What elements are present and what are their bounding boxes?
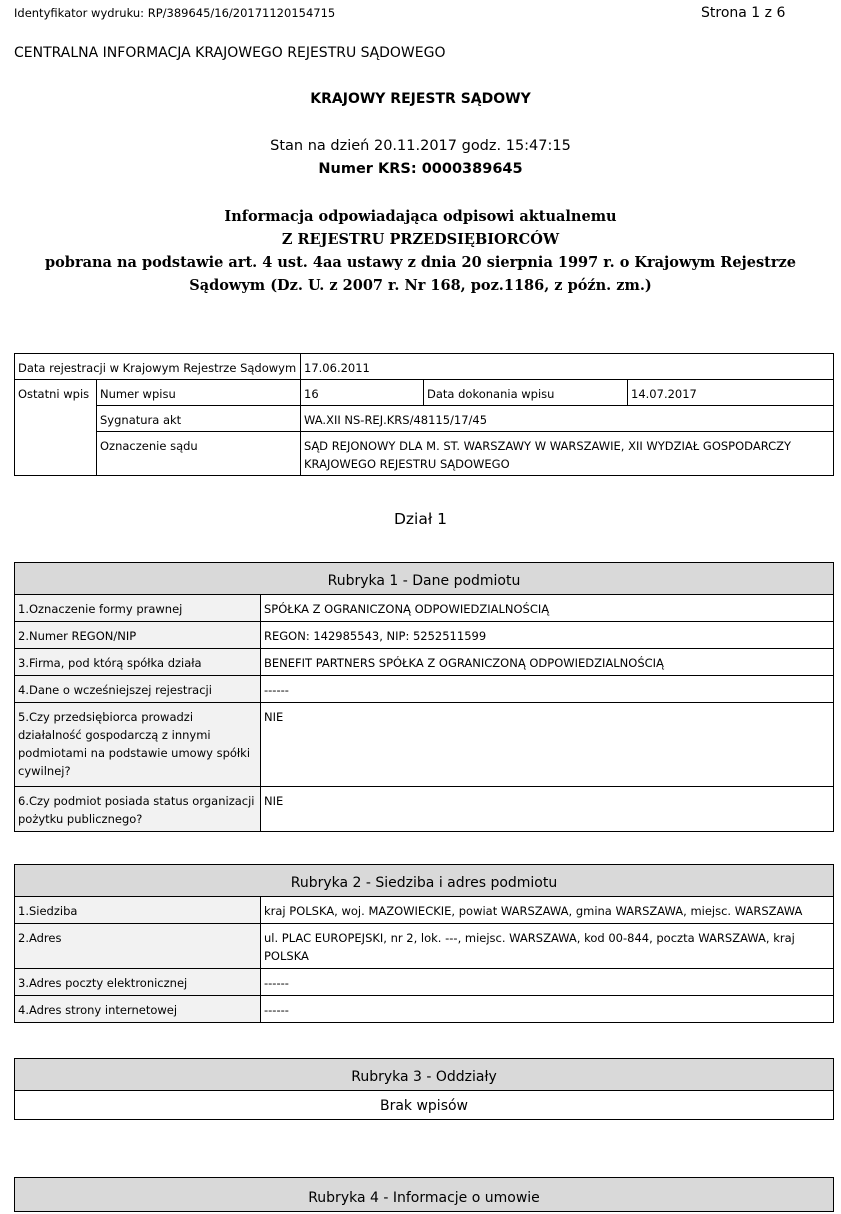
row-label: 1.Oznaczenie formy prawnej <box>15 595 261 622</box>
central-information-heading: CENTRALNA INFORMACJA KRAJOWEGO REJESTRU SĄDOWEGO <box>14 45 446 61</box>
row-value: BENEFIT PARTNERS SPÓŁKA Z OGRANICZONĄ ODPOWIEDZIALNOŚCIĄ <box>261 649 834 676</box>
row-value: SPÓŁKA Z OGRANICZONĄ ODPOWIEDZIALNOŚCIĄ <box>261 595 834 622</box>
table-row <box>15 969 834 996</box>
table-row <box>15 703 834 787</box>
rubryka-3-table <box>14 1058 834 1120</box>
row-value: ul. PLAC EUROPEJSKI, nr 2, lok. ---, miejsc. WARSZAWA, kod 00-844, poczta WARSZAWA, kraj POLSKA <box>261 924 834 969</box>
table-row <box>15 924 834 969</box>
row-label: 1.Siedziba <box>15 897 261 924</box>
section-heading: Dział 1 <box>393 510 448 528</box>
table-row <box>15 649 834 676</box>
rubryka-1-title: Rubryka 1 - Dane podmiotu <box>15 563 834 595</box>
table-row <box>15 897 834 924</box>
table-row <box>15 996 834 1023</box>
table-row <box>15 595 834 622</box>
row-label: 3.Firma, pod którą spółka działa <box>15 649 261 676</box>
row-label: 2.Numer REGON/NIP <box>15 622 261 649</box>
last-entry-label: Ostatni wpis <box>15 380 97 476</box>
registration-date-label: Data rejestracji w Krajowym Rejestrze Sądowym <box>15 354 301 380</box>
row-label: 4.Adres strony internetowej <box>15 996 261 1023</box>
info-line-2: Z REJESTRU PRZEDSIĘBIORCÓW <box>281 231 560 248</box>
krs-number: Numer KRS: 0000389645 <box>318 161 523 177</box>
signature-value: WA.XII NS-REJ.KRS/48115/17/45 <box>301 406 834 432</box>
court-value: SĄD REJONOWY DLA M. ST. WARSZAWY W WARSZAWIE, XII WYDZIAŁ GOSPODARCZY KRAJOWEGO REJESTRU SĄDOWEGO <box>301 432 834 476</box>
no-entries: Brak wpisów <box>15 1091 834 1120</box>
document-title: KRAJOWY REJESTR SĄDOWY <box>310 91 531 107</box>
row-label: 4.Dane o wcześniejszej rejestracji <box>15 676 261 703</box>
row-label: 5.Czy przedsiębiorca prowadzi działalność gospodarczą z innymi podmiotami na podstawie umowy spółki cywilnej? <box>15 703 261 787</box>
registration-table <box>14 353 834 476</box>
info-line-1: Informacja odpowiadająca odpisowi aktualnemu <box>224 208 617 225</box>
row-value: REGON: 142985543, NIP: 5252511599 <box>261 622 834 649</box>
row-value: ------ <box>261 676 834 703</box>
info-line-3: pobrana na podstawie art. 4 ust. 4aa ustawy z dnia 20 sierpnia 1997 r. o Krajowym Rejestrze <box>45 254 796 271</box>
rubryka-2-title: Rubryka 2 - Siedziba i adres podmiotu <box>15 865 834 897</box>
rubryka-4-table <box>14 1177 834 1212</box>
entry-date-value: 14.07.2017 <box>628 380 834 406</box>
signature-label: Sygnatura akt <box>97 406 301 432</box>
information-block <box>0 205 841 297</box>
row-label: 2.Adres <box>15 924 261 969</box>
row-value: NIE <box>261 787 834 832</box>
rubryka-3-title: Rubryka 3 - Oddziały <box>15 1059 834 1091</box>
info-line-4: Sądowym (Dz. U. z 2007 r. Nr 168, poz.1186, z późn. zm.) <box>189 277 652 294</box>
rubryka-1-table <box>14 562 834 832</box>
entry-number-label: Numer wpisu <box>97 380 301 406</box>
registration-date-value: 17.06.2011 <box>301 354 834 380</box>
row-label: 6.Czy podmiot posiada status organizacji pożytku publicznego? <box>15 787 261 832</box>
rubryka-2-table <box>14 864 834 1023</box>
row-value: ------ <box>261 969 834 996</box>
entry-date-label: Data dokonania wpisu <box>424 380 628 406</box>
page-number: Strona 1 z 6 <box>701 5 786 21</box>
entry-number-value: 16 <box>301 380 424 406</box>
state-date: Stan na dzień 20.11.2017 godz. 15:47:15 <box>270 138 571 154</box>
row-value: kraj POLSKA, woj. MAZOWIECKIE, powiat WARSZAWA, gmina WARSZAWA, miejsc. WARSZAWA <box>261 897 834 924</box>
row-value: NIE <box>261 703 834 787</box>
table-row <box>15 787 834 832</box>
table-row <box>15 676 834 703</box>
row-value: ------ <box>261 996 834 1023</box>
court-label: Oznaczenie sądu <box>97 432 301 476</box>
row-label: 3.Adres poczty elektronicznej <box>15 969 261 996</box>
print-identifier: Identyfikator wydruku: RP/389645/16/20171120154715 <box>14 6 336 20</box>
rubryka-4-title: Rubryka 4 - Informacje o umowie <box>15 1178 834 1212</box>
table-row <box>15 622 834 649</box>
